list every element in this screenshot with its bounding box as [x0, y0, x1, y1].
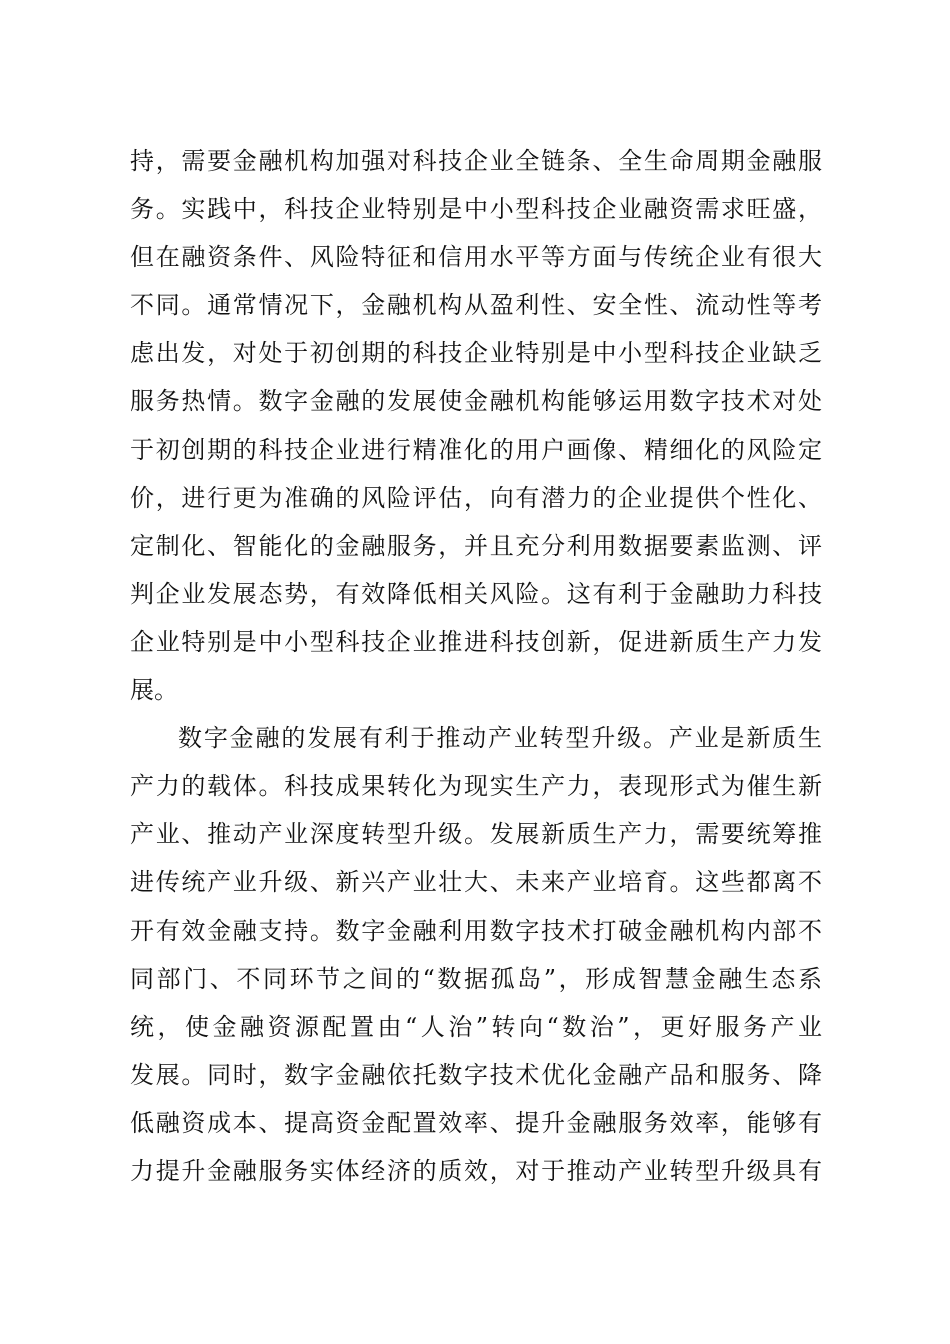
text-line: 价，进行更为准确的风险评估，向有潜力的企业提供个性化、 — [130, 483, 822, 512]
paragraph-2 — [130, 714, 822, 1195]
text-line: 展。 — [130, 676, 178, 705]
text-line: 持，需要金融机构加强对科技企业全链条、全生命周期金融服 — [130, 147, 822, 175]
text-line: 但在融资条件、风险特征和信用水平等方面与传统企业有很大 — [130, 243, 822, 272]
paragraph-1 — [130, 137, 822, 714]
text-line: 产业、推动产业深度转型升级。发展新质生产力，需要统筹推 — [130, 820, 822, 849]
text-line: 产力的载体。科技成果转化为现实生产力，表现形式为催生新 — [130, 772, 822, 801]
text-line: 企业特别是中小型科技企业推进科技创新，促进新质生产力发 — [130, 627, 822, 656]
text-line: 虑出发，对处于初创期的科技企业特别是中小型科技企业缺乏 — [130, 339, 822, 368]
text-line: 数字金融的发展有利于推动产业转型升级。产业是新质生 — [178, 724, 822, 753]
body-text — [130, 137, 822, 1195]
text-line: 同部门、不同环节之间的“数据孤岛”，形成智慧金融生态系 — [130, 964, 822, 993]
text-line: 服务热情。数字金融的发展使金融机构能够运用数字技术对处 — [130, 387, 822, 416]
text-line: 开有效金融支持。数字金融利用数字技术打破金融机构内部不 — [130, 916, 822, 945]
text-line: 于初创期的科技企业进行精准化的用户画像、精细化的风险定 — [130, 435, 822, 464]
text-line: 力提升金融服务实体经济的质效，对于推动产业转型升级具有 — [130, 1156, 822, 1185]
text-line: 进传统产业升级、新兴产业壮大、未来产业培育。这些都离不 — [130, 868, 822, 897]
text-line: 发展。同时，数字金融依托数字技术优化金融产品和服务、降 — [130, 1060, 822, 1089]
text-line: 判企业发展态势，有效降低相关风险。这有利于金融助力科技 — [130, 579, 822, 608]
text-line: 务。实践中，科技企业特别是中小型科技企业融资需求旺盛， — [130, 195, 822, 224]
text-line: 统，使金融资源配置由“人治”转向“数治”，更好服务产业 — [130, 1012, 822, 1041]
text-line: 不同。通常情况下，金融机构从盈利性、安全性、流动性等考 — [130, 291, 822, 320]
text-line: 定制化、智能化的金融服务，并且充分利用数据要素监测、评 — [130, 531, 822, 560]
text-line: 低融资成本、提高资金配置效率、提升金融服务效率，能够有 — [130, 1108, 822, 1137]
